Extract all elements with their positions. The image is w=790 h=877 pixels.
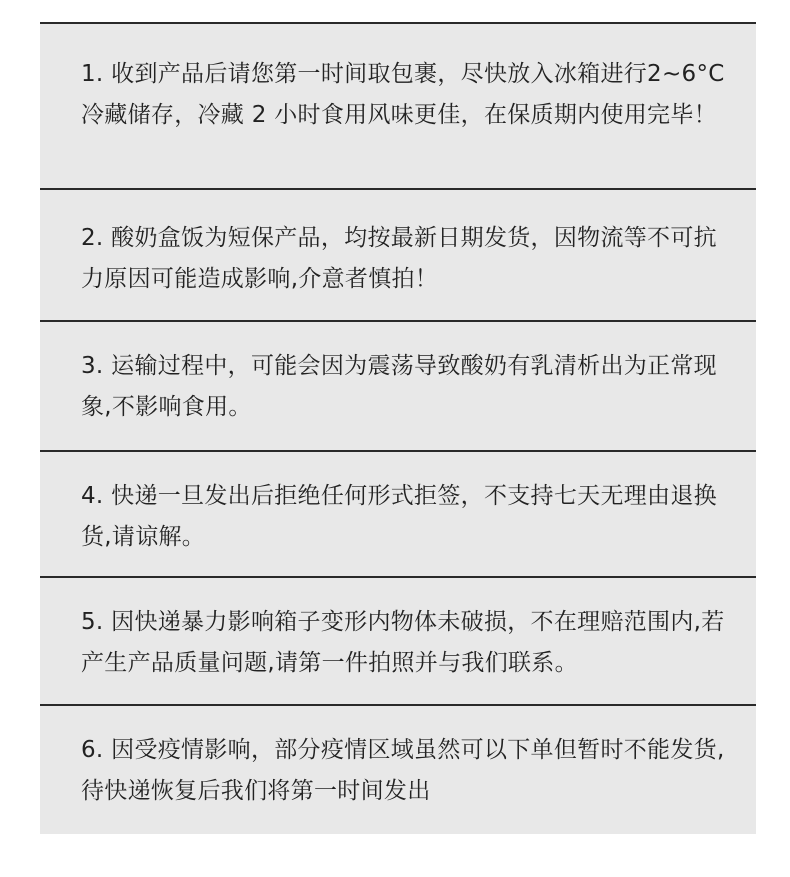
notice-item-4: 4. 快递一旦发出后拒绝任何形式拒签，不支持七天无理由退换货,请谅解。 [81, 483, 717, 550]
divider [40, 188, 756, 190]
divider [40, 704, 756, 706]
notice-list [40, 22, 756, 834]
notice-item-3: 3. 运输过程中，可能会因为震荡导致酸奶有乳清析出为正常现象,不影响食用。 [81, 353, 717, 420]
notice-item-5: 5. 因快递暴力影响箱子变形内物体未破损，不在理赔范围内,若产生产品质量问题,请第一件拍照并与我们联系。 [81, 609, 725, 676]
notice-item-2: 2. 酸奶盒饭为短保产品，均按最新日期发货，因物流等不可抗力原因可能造成影响,介意者慎拍！ [81, 225, 717, 292]
notice-item-6: 6. 因受疫情影响，部分疫情区域虽然可以下单但暂时不能发货,待快递恢复后我们将第一时间发出 [81, 737, 725, 804]
divider [40, 320, 756, 322]
divider [40, 576, 756, 578]
divider [40, 450, 756, 452]
notice-item-1: 1. 收到产品后请您第一时间取包裹，尽快放入冰箱进行2~6°C 冷藏储存，冷藏 2 小时食用风味更佳，在保质期内使用完毕！ [81, 61, 725, 128]
